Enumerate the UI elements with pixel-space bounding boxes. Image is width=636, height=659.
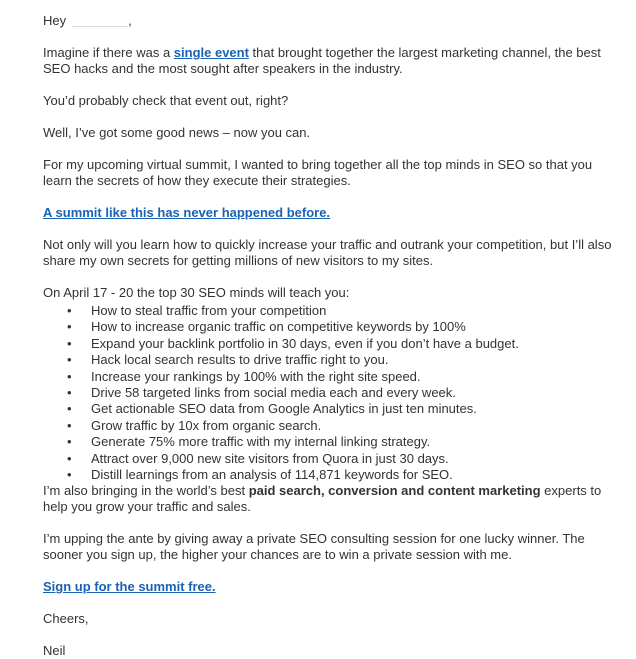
experts-text-after: experts to help you grow your traffic and sales.	[43, 483, 602, 515]
list-item-text: Generate 75% more traffic with my internal linking strategy.	[91, 434, 431, 450]
learn-paragraph: Not only will you learn how to quickly increase your traffic and outrank your competition, but I’ll also share my own secrets for getting millions of new visitors to my sites.	[43, 237, 612, 268]
bullet-icon: •	[67, 335, 72, 351]
list-item-text: How to increase organic traffic on competitive keywords by 100%	[91, 319, 466, 335]
list-item	[43, 401, 616, 417]
list-item-text: Hack local search results to drive traffic right to you.	[91, 352, 389, 368]
signoff: Cheers,	[43, 611, 89, 627]
greeting-suffix: ,	[128, 13, 132, 28]
summit-intro-paragraph: For my upcoming virtual summit, I wanted to bring together all the top minds in SEO so that you learn the secrets of how they execute their strategies.	[43, 157, 593, 188]
list-item	[43, 303, 616, 319]
redacted-name	[72, 12, 128, 27]
bullet-icon: •	[67, 319, 72, 335]
bullet-icon: •	[67, 401, 72, 417]
greeting-prefix: Hey	[43, 13, 67, 28]
never-happened-link[interactable]: A summit like this has never happened before.	[43, 205, 331, 220]
list-item-text: Distill learnings from an analysis of 114,871 keywords for SEO.	[91, 467, 453, 483]
list-item-text: Expand your backlink portfolio in 30 days, even if you don’t have a budget.	[91, 335, 519, 351]
headline-paragraph	[43, 205, 616, 221]
list-item-text: Increase your rankings by 100% with the right site speed.	[91, 368, 421, 384]
list-item-text: Grow traffic by 10x from organic search.	[91, 417, 322, 433]
question-paragraph: You’d probably check that event out, right?	[43, 93, 289, 108]
experts-bold: paid search, conversion and content marketing	[248, 483, 541, 499]
bullet-icon: •	[67, 450, 72, 466]
topics-list	[43, 303, 616, 483]
list-item	[43, 467, 616, 483]
signature: Neil	[43, 643, 66, 659]
single-event-link[interactable]: single event	[173, 45, 249, 60]
list-intro: On April 17 - 20 the top 30 SEO minds will teach you:	[43, 285, 350, 300]
intro-paragraph	[43, 45, 616, 77]
good-news-paragraph: Well, I’ve got some good news – now you can.	[43, 125, 311, 140]
giveaway-paragraph: I’m upping the ante by giving away a private SEO consulting session for one lucky winner. The sooner you sign up, the higher your chances are to win a private session with me.	[43, 531, 585, 563]
intro-text-before: Imagine if there was a	[43, 45, 174, 60]
bullet-icon: •	[67, 417, 72, 433]
list-item	[43, 451, 616, 467]
experts-paragraph	[43, 483, 616, 515]
list-item	[43, 369, 616, 385]
experts-text-before: I’m also bringing in the world’s best	[43, 483, 249, 499]
list-item	[43, 336, 616, 352]
list-item	[43, 418, 616, 434]
signup-link[interactable]: Sign up for the summit free.	[43, 579, 216, 595]
list-item-text: Get actionable SEO data from Google Analytics in just ten minutes.	[91, 401, 477, 417]
list-item-text: Drive 58 targeted links from social media each and every week.	[91, 385, 456, 401]
bullet-icon: •	[67, 352, 72, 368]
bullet-icon: •	[67, 385, 72, 401]
bullet-icon: •	[67, 368, 72, 384]
bullet-icon: •	[67, 467, 72, 483]
intro-text-after: that brought together the largest marketing channel, the best SEO hacks and the most sought after speakers in the industry.	[43, 45, 601, 76]
bullet-icon: •	[67, 303, 72, 318]
list-item-text: Attract over 9,000 new site visitors from Quora in just 30 days.	[91, 450, 449, 466]
list-item	[43, 319, 616, 335]
list-item	[43, 434, 616, 450]
signup-paragraph	[43, 579, 616, 595]
bullet-icon: •	[67, 434, 72, 450]
list-item	[43, 352, 616, 368]
greeting	[43, 12, 616, 29]
list-item-text: How to steal traffic from your competition	[91, 303, 327, 318]
list-item	[43, 385, 616, 401]
